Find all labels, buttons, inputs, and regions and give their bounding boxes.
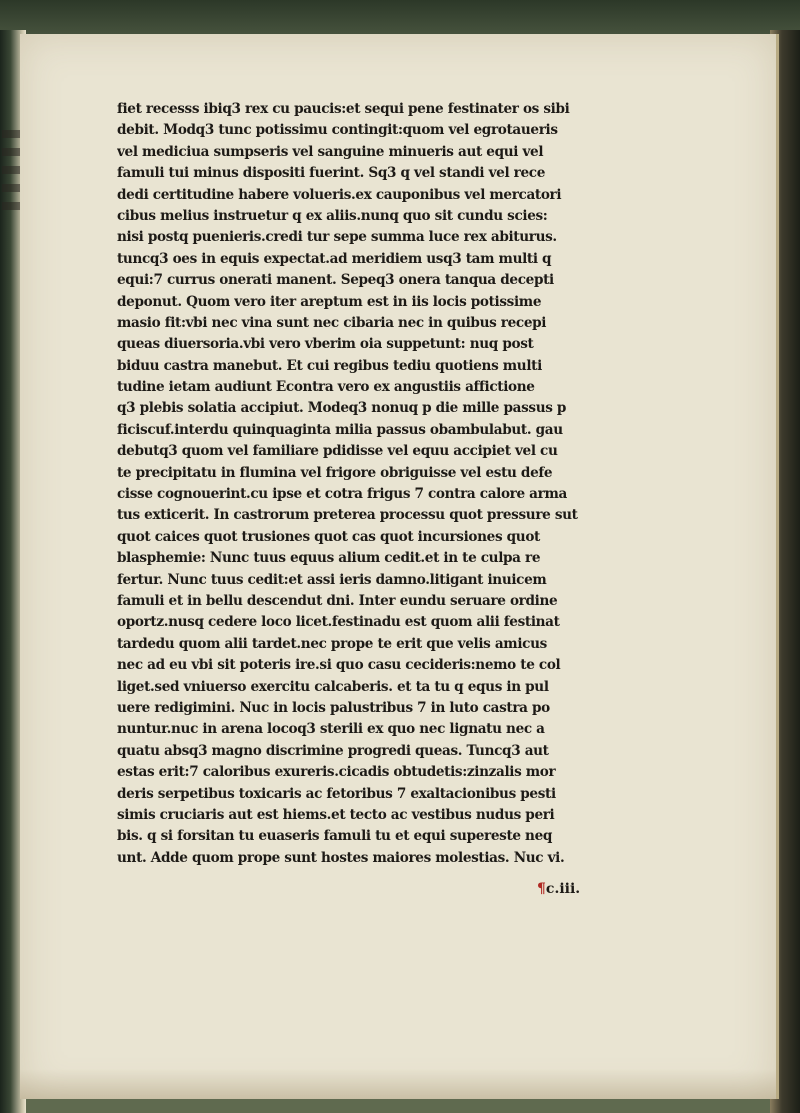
text-line: liget.sed vniuerso exercitu calcaberis. et ta tu q equs in pul: [117, 678, 549, 695]
text-line: nec ad eu vbi sit poteris ire.si quo casu cecideris:nemo te col: [117, 657, 561, 674]
text-line: tardedu quom alii tardet.nec prope te erit que velis amicus: [117, 635, 547, 652]
text-line: bis. q si forsitan tu euaseris famuli tu et equi supereste neq: [117, 828, 553, 845]
text-line: blasphemie: Nunc tuus equus alium cedit.et in te culpa re: [117, 550, 541, 567]
pilcrow-mark: ¶: [537, 881, 546, 897]
text-line: tudine ietam audiunt Econtra vero ex angustiis affictione: [117, 379, 535, 396]
text-line: dedi certitudine habere volueris.ex cauponibus vel mercatori: [117, 186, 562, 203]
text-line: te precipitatu in flumina vel frigore obriguisse vel estu defe: [117, 464, 553, 481]
text-block: [117, 99, 677, 869]
text-line: vel mediciua sumpseris vel sanguine minueris aut equi vel: [117, 143, 544, 160]
facing-page-ink-traces: [2, 130, 20, 230]
text-line: deris serpetibus toxicaris ac fetoribus 7 exaltacionibus pesti: [117, 785, 556, 802]
text-line: unt. Adde quom prope sunt hostes maiores molestias. Nuc vi.: [117, 849, 565, 866]
text-line: famuli et in bellu descendut dni. Inter eundu seruare ordine: [117, 592, 558, 609]
text-line: q3 plebis solatia accipiut. Modeq3 nonuq p die mille passus p: [117, 400, 567, 417]
text-line: nisi postq puenieris.credi tur sepe summa luce rex abiturus.: [117, 229, 557, 246]
text-line: cibus melius instruetur q ex aliis.nunq quo sit cundu scies:: [117, 207, 548, 224]
text-line: equi:7 currus onerati manent. Sepeq3 onera tanqua decepti: [117, 272, 554, 289]
text-line: deponut. Quom vero iter areptum est in iis locis potissime: [117, 293, 542, 310]
text-line: cisse cognouerint.cu ipse et cotra frigus 7 contra calore arma: [117, 486, 567, 503]
text-line: simis cruciaris aut est hiems.et tecto ac vestibus nudus peri: [117, 806, 555, 823]
text-line: fertur. Nunc tuus cedit:et assi ieris damno.litigant inuicem: [117, 571, 547, 588]
folio-signature: [537, 881, 580, 897]
text-line: tuncq3 oes in equis expectat.ad meridiem usq3 tam multi q: [117, 250, 552, 267]
text-line: nuntur.nuc in arena locoq3 sterili ex quo nec lignatu nec a: [117, 721, 545, 738]
text-line: estas erit:7 caloribus exureris.cicadis obtudetis:zinzalis mor: [117, 764, 556, 781]
text-line: biduu castra manebut. Et cui regibus tediu quotiens multi: [117, 357, 542, 374]
text-line: quatu absq3 magno discrimine progredi queas. Tuncq3 aut: [117, 742, 549, 759]
text-line: queas diuersoria.vbi vero vberim oia suppetunt: nuq post: [117, 336, 534, 353]
text-line: debutq3 quom vel familiare pdidisse vel equu accipiet vel cu: [117, 443, 558, 460]
text-line: tus exticerit. In castrorum preterea processu quot pressure sut: [117, 507, 578, 524]
folio-label: c.iii.: [545, 881, 581, 897]
text-line: uere redigimini. Nuc in locis palustribus 7 in luto castra po: [117, 699, 550, 716]
text-line: debit. Modq3 tunc potissimu contingit:quom vel egrotaueris: [117, 122, 558, 139]
text-line: quot caices quot trusiones quot cas quot incursiones quot: [117, 528, 540, 545]
text-line: masio fit:vbi nec vina sunt nec cibaria nec in quibus recepi: [117, 314, 547, 331]
text-line: oportz.nusq cedere loco licet.festinadu est quom alii festinat: [117, 614, 560, 631]
text-line: famuli tui minus dispositi fuerint. Sq3 q vel standi vel rece: [117, 165, 546, 182]
text-line: fiet recesss ibiq3 rex cu paucis:et sequi pene festinater os sibi: [117, 101, 570, 117]
text-line: ficiscuf.interdu quinquaginta milia passus obambulabut. gau: [117, 421, 563, 438]
